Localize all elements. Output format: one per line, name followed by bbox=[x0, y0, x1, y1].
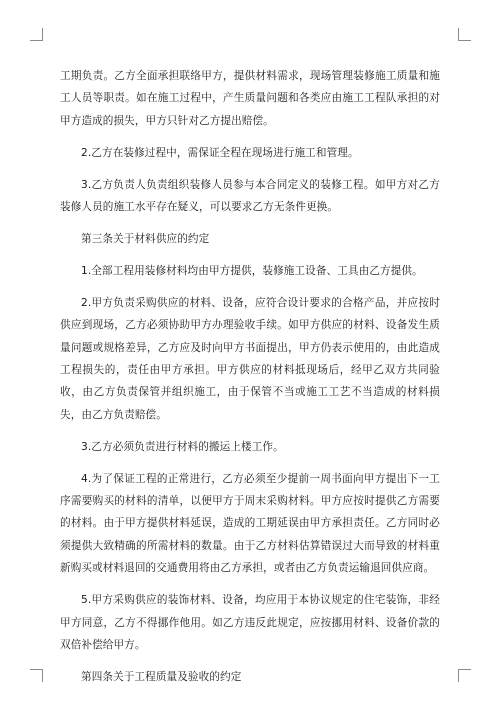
paragraph-clause-3-5: 5.甲方采购供应的装饰材料、设备，均应用于本协议规定的住宅装饰，非经甲方同意，乙方不得挪作他用。如乙方违反此规定，应按挪用材料、设备价款的双倍补偿给甲方。 bbox=[60, 594, 440, 651]
section-heading-article-4: 第四条关于工程质量及验收的约定 bbox=[81, 670, 242, 683]
crop-mark-bottom-left bbox=[30, 669, 43, 682]
document-body bbox=[60, 65, 440, 688]
paragraph-clause-3-4: 4.为了保证工程的正常进行，乙方必须至少提前一周书面向甲方提出下一工序需要购买的材料的清单，以便甲方于周末采购材料。甲方应按时提供乙方需要的材料。由于甲方提供材料延误，造成的工期延误由甲方承担责任。乙方同时必须提供大致精确的所需材料的数量。由于乙方材料估算错误过大而导致的材料重新购买或材料退回的交通费用将由乙方承担，或者由乙方负责运输退回供应商。 bbox=[60, 472, 440, 575]
paragraph-clause-3-1: 1.全部工程用装修材料均由甲方提供，装修施工设备、工具由乙方提供。 bbox=[81, 264, 423, 277]
paragraph-clause-3-2: 2.甲方负责采购供应的材料、设备，应符合设计要求的合格产品，并应按时供应到现场，乙方必须协助甲方办理验收手续。如甲方供应的材料、设备发生质量问题或规格差异，乙方应及时向甲方书面提出，甲方仍表示使用的，由此造成工程损失的，责任由甲方承担。甲方供应的材料抵现场后，经甲乙双方共同验收，由乙方负责保管并组织施工，由于保管不当或施工工艺不当造成的材料损失，由乙方负责赔偿。 bbox=[60, 296, 440, 421]
crop-mark-top-left bbox=[30, 28, 43, 41]
paragraph-continuation: 工期负责。乙方全面承担联络甲方，提供材料需求，现场管理装修施工质量和施工人员等职责。如在施工过程中，产生质量问题和各类应由施工工程队承担的对甲方造成的损失，甲方只针对乙方提出赔偿。 bbox=[60, 70, 440, 127]
crop-mark-bottom-right bbox=[458, 669, 471, 682]
section-heading-article-3: 第三条关于材料供应的约定 bbox=[81, 232, 210, 245]
paragraph-clause-2-2: 2.乙方在装修过程中，需保证全程在现场进行施工和管理。 bbox=[81, 146, 359, 159]
crop-mark-top-right bbox=[458, 28, 471, 41]
paragraph-clause-2-3: 3.乙方负责人负责组织装修人员参与本合同定义的装修工程。如甲方对乙方装修人员的施工水平存在疑义，可以要求乙方无条件更换。 bbox=[60, 178, 440, 214]
paragraph-clause-3-3: 3.乙方必须负责进行材料的搬运上楼工作。 bbox=[81, 440, 284, 453]
